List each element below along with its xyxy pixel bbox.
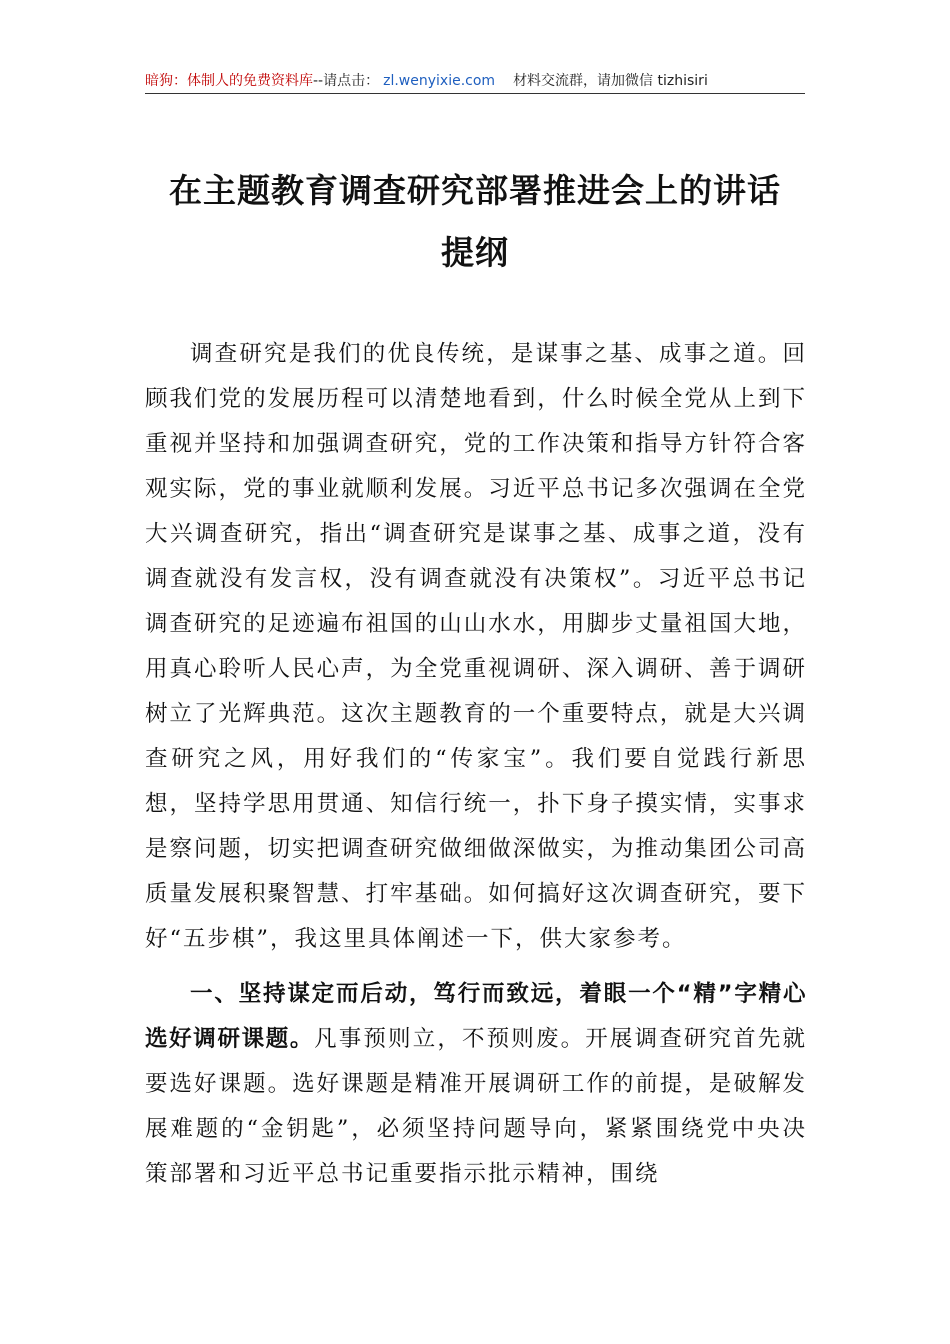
title-line-1: 在主题教育调查研究部署推进会上的讲话 — [169, 171, 781, 210]
header-brand-text: 暗狗：体制人的免费资料库 — [145, 73, 313, 89]
section-1-text: 凡事预则立，不预则废。开展调查研究首先就要选好课题。选好课题是精准开展调研工作的前提，是破解发展难题的“金钥匙”，必须坚持问题导向，紧紧围绕党中央决策部署和习近平总书记重要指示批示精神，围绕 — [145, 1026, 807, 1187]
section-1-heading: 一、坚持谋定而后动，笃行而致远，着眼一个“精”字精心选好调研课题。 — [145, 981, 807, 1052]
header-wechat-text: 材料交流群，请加微信 tizhisiri — [513, 73, 708, 89]
paragraph-intro: 调查研究是我们的优良传统，是谋事之基、成事之道。回顾我们党的发展历程可以清楚地看到，什么时候全党从上到下重视并坚持和加强调查研究，党的工作决策和指导方针符合客观实际，党的事业就顺利发展。习近平总书记多次强调在全党大兴调查研究，指出“调查研究是谋事之基、成事之道，没有调查就没有发言权，没有调查就没有决策权”。习近平总书记调查研究的足迹遍布祖国的山山水水，用脚步丈量祖国大地，用真心聆听人民心声，为全党重视调研、深入调研、善于调研树立了光辉典范。这次主题教育的一个重要特点，就是大兴调查研究之风，用好我们的“传家宝”。我们要自觉践行新思想，坚持学思用贯通、知信行统一，扑下身子摸实情，实事求是察问题，切实把调查研究做细做深做实，为推动集团公司高质量发展积聚智慧、打牢基础。如何搞好这次调查研究，要下好“五步棋”，我这里具体阐述一下，供大家参考。 — [145, 341, 807, 952]
title-line-2: 提纲 — [441, 233, 509, 272]
document-title — [120, 160, 830, 284]
header-click-prompt: --请点击： — [313, 73, 380, 89]
header-link[interactable]: zl.wenyixie.com — [383, 73, 496, 89]
paragraph-section-1 — [145, 972, 807, 1197]
header-divider — [145, 93, 805, 94]
document-body — [145, 332, 807, 1197]
header-banner — [145, 70, 805, 92]
